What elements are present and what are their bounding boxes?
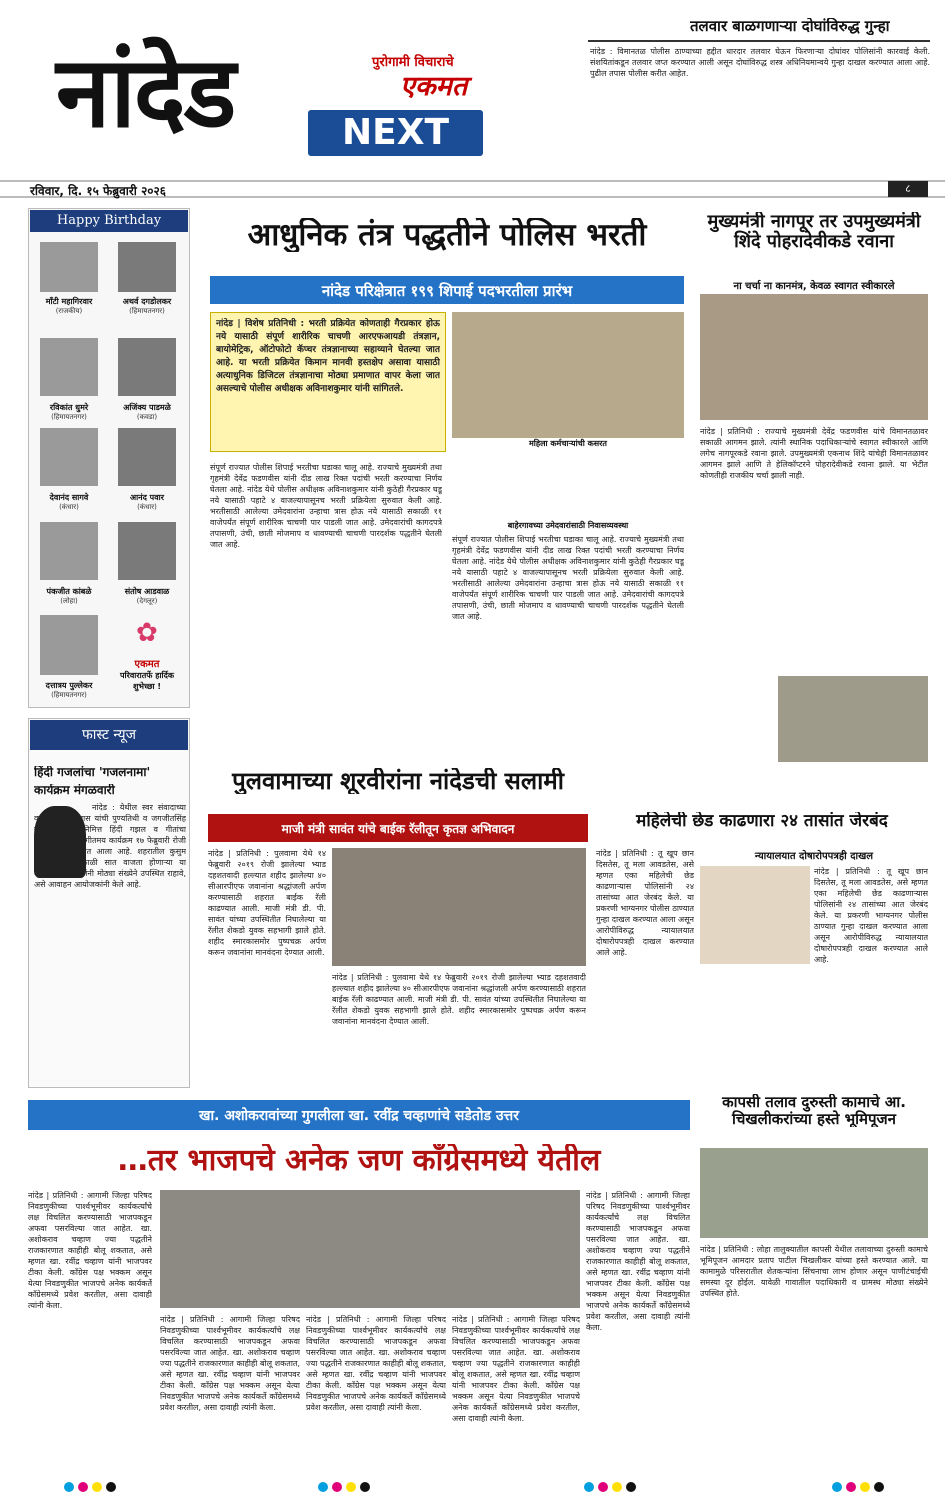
lead-sub-caption: बाहेरगावच्या उमेदवारांसाठी निवासव्यवस्था <box>507 521 629 530</box>
masthead-tagline: पुरोगामी विचाराचे <box>372 55 454 70</box>
congress-body-col1: नांदेड | प्रतिनिधी : आगामी जिल्हा परिषद निवडणुकीच्या पार्श्वभूमीवर कार्यकर्त्यांचे लक्ष विचलित करण्यासाठी भाजपकडून अफवा पसरविल्या जात आहेत. खा. अशोकराव चव्हाण ज्या पद्धतीने राजकारणात काहीही बोलू शकतात, असे म्हणत खा. रवींद्र चव्हाण यांनी भाजपवर टीका केली. काँग्रेस पक्ष भक्कम असून येत्या निवडणुकीत भाजपचे अनेक कार्यकर्ते काँग्रेसमध्ये प्रवेश करतील, असा दावाही त्यांनी केला. <box>28 1191 152 1310</box>
registration-dot <box>832 1482 842 1492</box>
congress-kicker: खा. अशोकरावांच्या गुगलीला खा. रवींद्र चव्हाणांचे सडेतोड उत्तर <box>199 1108 519 1124</box>
talav-headline: कापसी तलाव दुरुस्ती कामाचे आ. चिखलीकरांच्या हस्ते भूमिपूजन <box>722 1094 906 1127</box>
birthday-photo-2 <box>118 242 176 292</box>
birthday-greeting: परिवारातर्फे हार्दिक शुभेच्छा ! <box>119 671 175 691</box>
fast-news-headline-1: हिंदी गजलांचा 'गजलनामा' <box>34 766 151 779</box>
lead-body-col2: संपूर्ण राज्यात पोलीस शिपाई भरतीचा घडाका चालू आहे. राज्याचे मुख्यमंत्री तथा गृहमंत्री देवेंद्र फडणवीस यांनी दीड लाख रिक्त पदांची भरती करण्याचा निर्णय घेतला आहे. नांदेड येथे पोलीस अधीक्षक अविनाशकुमार यांनी कुठेही गैरप्रकार घडू नये यासाठी पहाटे ४ वाजल्यापासूनच भरती प्रक्रियेला सुरुवात केली आहे. भरतीसाठी आलेल्या उमेदवारांना उन्हाचा त्रास होऊ नये यासाठी सकाळी ११ वाजेपर्यंत संपूर्ण शारीरिक चाचणी पार पाडली जात आहे. उमेदवारांची कागदपत्रे तपासणी, उंची, छाती मोजमाप व धावण्याची चाचणी पारदर्शक पद्धतीने घेतली जात आहे. <box>452 535 684 621</box>
pulwama-body-col1: नांदेड | प्रतिनिधी : पुलवामा येथे १४ फेब्रुवारी २०१९ रोजी झालेल्या भ्याड दहशतवादी हल्ल्यात शहीद झालेल्या ४० सीआरपीएफ जवानांना श्रद्धांजली अर्पण करण्यासाठी शहरात बाईक रॅली काढण्यात आली. माजी मंत्री डी. पी. सावंत यांच्या उपस्थितीत निघालेल्या या रॅलीत शेकडो युवक सहभागी झाले होते. शहीद स्मारकासमोर पुष्पचक्र अर्पण करून जवानांना मानवंदना देण्यात आली. <box>208 849 326 957</box>
page-number: ८ <box>888 181 928 197</box>
birthday-role: (हिमायतनगर) <box>51 413 87 421</box>
birthday-role: (राजकीय) <box>55 307 83 315</box>
registration-dot <box>78 1482 88 1492</box>
birthday-role: (लोहा) <box>60 597 78 605</box>
birthday-role: (हिमायतनगर) <box>51 691 87 699</box>
top-story-body: नांदेड : विमानतळ पोलीस ठाण्याच्या हद्दीत धारदार तलवार घेऊन फिरणाऱ्या दोघांवर पोलिसांनी कारवाई केली. संशयितांकडून तलवार जप्त करण्यात आली असून दोघांविरुद्ध शस्त्र अधिनियमान्वये गुन्हा दाखल करण्यात आला आहे. पुढील तपास पोलीस करीत आहेत. <box>590 47 930 78</box>
pulwama-subhead: माजी मंत्री सावंत यांचे बाईक रॅलीतून कृतज्ञ अभिवादन <box>281 822 515 836</box>
cm-subhead: ना चर्चा ना कानमंत्र, केवळ स्वागत स्वीकारले <box>733 281 895 292</box>
birthday-photo-3 <box>40 338 98 396</box>
registration-dot <box>612 1482 622 1492</box>
masthead-brand: एकमत <box>400 71 468 102</box>
masthead-title: नांदेड <box>56 36 235 150</box>
birthday-role: (हिमायतनगर) <box>129 307 165 315</box>
registration-dot <box>846 1482 856 1492</box>
birthday-greeting-brand: एकमत <box>134 659 160 670</box>
congress-body-col4: नांदेड | प्रतिनिधी : आगामी जिल्हा परिषद निवडणुकीच्या पार्श्वभूमीवर कार्यकर्त्यांचे लक्ष विचलित करण्यासाठी भाजपकडून अफवा पसरविल्या जात आहेत. खा. अशोकराव चव्हाण ज्या पद्धतीने राजकारणात काहीही बोलू शकतात, असे म्हणत खा. रवींद्र चव्हाण यांनी भाजपवर टीका केली. काँग्रेस पक्ष भक्कम असून येत्या निवडणुकीत भाजपचे अनेक कार्यकर्ते काँग्रेसमध्ये प्रवेश करतील, असा दावाही त्यांनी केला. <box>452 1315 580 1423</box>
registration-dot <box>860 1482 870 1492</box>
cm-body: नांदेड | प्रतिनिधी : राज्याचे मुख्यमंत्री देवेंद्र फडणवीस यांचे विमानतळावर सकाळी आगमन झाले. त्यांनी स्थानिक पदाधिकाऱ्यांचे स्वागत स्वीकारले आणि लगेच नागपूरकडे रवाना झाले. उपमुख्यमंत्री एकनाथ शिंदे यांचेही विमानतळावर आगमन झाले आणि ते हेलिकॉप्टरने पोहरादेवीकडे रवाना झाले. या भेटीत कोणतीही राजकीय चर्चा झाली नाही. <box>700 427 928 480</box>
registration-marks <box>0 1482 945 1494</box>
birthday-name: अथर्व दगडोलकर <box>122 297 172 306</box>
birthday-photo-1 <box>40 242 98 292</box>
registration-dot <box>874 1482 884 1492</box>
birthday-name: आनंद पवार <box>130 493 164 502</box>
birthday-photo-8 <box>118 522 176 580</box>
birthday-name: अजिंक्य पाडमळे <box>123 403 171 412</box>
lead-intro: नांदेड | विशेष प्रतिनिधी : भरती प्रक्रियेत कोणताही गैरप्रकार होऊ नये यासाठी संपूर्ण शारीरिक चाचणी आरएफआयडी तंत्रज्ञान, बायोमेट्रिक, ऑटोफोटो कॅप्चर तंत्रज्ञानाच्या सहाय्याने घेतल्या जात आहे. या भरती प्रक्रियेत किमान मानवी हस्तक्षेप असावा यासाठी अत्याधुनिक डिजिटल तंत्रज्ञानाचा मोठ्या प्रमाणात वापर केला जात असल्याचे पोलीस अधीक्षक अविनाशकुमार यांनी सांगितले. <box>216 319 440 394</box>
fast-news-title: फास्ट न्यूज <box>30 720 188 750</box>
registration-dot <box>64 1482 74 1492</box>
cm-photo-2 <box>778 676 928 762</box>
lead-photo-ground <box>452 312 684 438</box>
molest-headline: महिलेची छेड काढणारा २४ तासांत जेरबंद <box>636 812 888 831</box>
birthday-role: (कंधार) <box>137 503 157 511</box>
talav-photo <box>700 1148 928 1238</box>
top-story-rule <box>588 40 930 42</box>
birthday-role: (देगलूर) <box>136 597 158 605</box>
birthday-name: रविकांत धुमरे <box>49 403 89 412</box>
congress-body-col3: नांदेड | प्रतिनिधी : आगामी जिल्हा परिषद निवडणुकीच्या पार्श्वभूमीवर कार्यकर्त्यांचे लक्ष विचलित करण्यासाठी भाजपकडून अफवा पसरविल्या जात आहेत. खा. अशोकराव चव्हाण ज्या पद्धतीने राजकारणात काहीही बोलू शकतात, असे म्हणत खा. रवींद्र चव्हाण यांनी भाजपवर टीका केली. काँग्रेस पक्ष भक्कम असून येत्या निवडणुकीत भाजपचे अनेक कार्यकर्ते काँग्रेसमध्ये प्रवेश करतील, असा दावाही त्यांनी केला. <box>306 1315 446 1412</box>
lead-body-col1: संपूर्ण राज्यात पोलीस शिपाई भरतीचा घडाका चालू आहे. राज्याचे मुख्यमंत्री तथा गृहमंत्री देवेंद्र फडणवीस यांनी दीड लाख रिक्त पदांची भरती करण्याचा निर्णय घेतला आहे. नांदेड येथे पोलीस अधीक्षक अविनाशकुमार यांनी कुठेही गैरप्रकार घडू नये यासाठी पहाटे ४ वाजल्यापासूनच भरती प्रक्रियेला सुरुवात केली आहे. भरतीसाठी आलेल्या उमेदवारांना उन्हाचा त्रास होऊ नये यासाठी सकाळी ११ वाजेपर्यंत संपूर्ण शारीरिक चाचणी पार पाडली जात आहे. उमेदवारांची कागदपत्रे तपासणी, उंची, छाती मोजमाप व धावण्याची चाचणी पारदर्शक पद्धतीने घेतली जात आहे. <box>210 463 442 549</box>
congress-photo <box>160 1190 580 1308</box>
birthday-name: पंकजीत कांबळे <box>46 587 92 596</box>
flower-icon: ✿ <box>136 618 158 648</box>
birthday-role: (कंधार) <box>59 503 79 511</box>
cm-headline: मुख्यमंत्री नागपूर तर उपमुख्यमंत्री शिंदे पोहरादेवीकडे रवाना <box>707 212 921 252</box>
birthday-photo-9 <box>40 615 98 675</box>
birthday-title: Happy Birthday <box>30 210 188 232</box>
registration-dot <box>584 1482 594 1492</box>
birthday-name: देवानंद सागवे <box>49 493 89 502</box>
lead-headline: आधुनिक तंत्र पद्धतीने पोलिस भरती <box>247 218 647 253</box>
birthday-role: (कवडा) <box>136 413 158 421</box>
masthead-next-badge: NEXT <box>308 110 483 156</box>
birthday-photo-7 <box>40 522 98 580</box>
birthday-name: दत्तात्रय पुल्लेकर <box>45 681 93 690</box>
lead-subhead: नांदेड परिक्षेत्रात १९९ शिपाई पदभरतीला प्रारंभ <box>321 282 573 300</box>
registration-dot <box>598 1482 608 1492</box>
birthday-photo-4 <box>118 338 176 396</box>
pulwama-body-col2: नांदेड | प्रतिनिधी : पुलवामा येथे १४ फेब्रुवारी २०१९ रोजी झालेल्या भ्याड दहशतवादी हल्ल्यात शहीद झालेल्या ४० सीआरपीएफ जवानांना श्रद्धांजली अर्पण करण्यासाठी शहरात बाईक रॅली काढण्यात आली. माजी मंत्री डी. पी. सावंत यांच्या उपस्थितीत निघालेल्या या रॅलीत शेकडो युवक सहभागी झाले होते. शहीद स्मारकासमोर पुष्पचक्र अर्पण करून जवानांना मानवंदना देण्यात आली. <box>332 973 586 1026</box>
fast-news-headline-2: कार्यक्रम मंगळवारी <box>34 784 115 797</box>
registration-dot <box>92 1482 102 1492</box>
birthday-name: संतोष आडवाळ <box>124 587 170 596</box>
date-line: रविवार, दि. १५ फेब्रुवारी २०२६ <box>30 184 167 198</box>
molest-subhead: न्यायालयात दोषारोपपत्रही दाखल <box>754 851 874 862</box>
registration-dot <box>626 1482 636 1492</box>
talav-body: नांदेड | प्रतिनिधी : लोहा तालुक्यातील कापसी येथील तलावाच्या दुरुस्ती कामाचे भूमिपूजन आमदार प्रताप पाटील चिखलीकर यांच्या हस्ते करण्यात आले. या कामामुळे परिसरातील शेतकऱ्यांना सिंचनाचा लाभ होणार असून पाणीटंचाईची समस्या दूर होईल. यावेळी गावातील पदाधिकारी व ग्रामस्थ मोठ्या संख्येने उपस्थित होते. <box>700 1245 928 1298</box>
congress-headline: …तर भाजपचे अनेक जण काँग्रेसमध्ये येतील <box>117 1144 601 1177</box>
registration-dot <box>360 1482 370 1492</box>
congress-body-col2: नांदेड | प्रतिनिधी : आगामी जिल्हा परिषद निवडणुकीच्या पार्श्वभूमीवर कार्यकर्त्यांचे लक्ष विचलित करण्यासाठी भाजपकडून अफवा पसरविल्या जात आहेत. खा. अशोकराव चव्हाण ज्या पद्धतीने राजकारणात काहीही बोलू शकतात, असे म्हणत खा. रवींद्र चव्हाण यांनी भाजपवर टीका केली. काँग्रेस पक्ष भक्कम असून येत्या निवडणुकीत भाजपचे अनेक कार्यकर्ते काँग्रेसमध्ये प्रवेश करतील, असा दावाही त्यांनी केला. <box>160 1315 300 1412</box>
registration-dot <box>318 1482 328 1492</box>
top-story-headline: तलवार बाळगणाऱ्या दोघांविरुद्ध गुन्हा <box>690 18 890 35</box>
registration-dot <box>346 1482 356 1492</box>
molest-illustration <box>700 866 810 964</box>
birthday-photo-5 <box>40 428 98 486</box>
registration-dot <box>106 1482 116 1492</box>
birthday-photo-6 <box>118 428 176 486</box>
molest-body-col2: नांदेड | प्रतिनिधी : तू खूप छान दिसतेस, तू मला आवडतेस, असे म्हणत एका महिलेची छेड काढणाऱ्यास पोलिसांनी २४ तासांच्या आत जेरबंद केले. या प्रकरणी भाग्यनगर पोलीस ठाण्यात गुन्हा दाखल करण्यात आला असून आरोपीविरुद्ध न्यायालयात दोषारोपपत्रही दाखल करण्यात आले आहे. <box>814 867 928 964</box>
pulwama-photo <box>332 848 586 966</box>
pulwama-headline: पुलवामाच्या शूरवीरांना नांदेडची सलामी <box>232 768 564 795</box>
cm-photo <box>700 294 928 420</box>
molest-body-col1: नांदेड | प्रतिनिधी : तू खूप छान दिसतेस, तू मला आवडतेस, असे म्हणत एका महिलेची छेड काढणाऱ्यास पोलिसांनी २४ तासांच्या आत जेरबंद केले. या प्रकरणी भाग्यनगर पोलीस ठाण्यात गुन्हा दाखल करण्यात आला असून आरोपीविरुद्ध न्यायालयात दोषारोपपत्रही दाखल करण्यात आले आहे. <box>596 849 694 957</box>
registration-dot <box>332 1482 342 1492</box>
fast-news-body: नांदेड : येथील स्वर संवादाच्या वतीने पंकज उधास यांची पुण्यतिथी व जगजीतसिंह यांच्या जयंती निमित्त हिंदी गझल व गीतांचा 'गजलनामा' हा संगीतमय कार्यक्रम १७ फेब्रुवारी रोजी आयोजित करण्यात आला आहे. शहरातील कुसुम सभागृहात सायंकाळी सात वाजता होणाऱ्या या कार्यक्रमास रसिकांनी मोठ्या संख्येने उपस्थित राहावे, असे आवाहन आयोजकांनी केले आहे. <box>34 803 186 889</box>
lead-photo-caption: महिला कर्मचाऱ्यांची कसरत <box>529 439 607 448</box>
congress-body-col5: नांदेड | प्रतिनिधी : आगामी जिल्हा परिषद निवडणुकीच्या पार्श्वभूमीवर कार्यकर्त्यांचे लक्ष विचलित करण्यासाठी भाजपकडून अफवा पसरविल्या जात आहेत. खा. अशोकराव चव्हाण ज्या पद्धतीने राजकारणात काहीही बोलू शकतात, असे म्हणत खा. रवींद्र चव्हाण यांनी भाजपवर टीका केली. काँग्रेस पक्ष भक्कम असून येत्या निवडणुकीत भाजपचे अनेक कार्यकर्ते काँग्रेसमध्ये प्रवेश करतील, असा दावाही त्यांनी केला. <box>586 1191 690 1332</box>
birthday-name: माँटी महागिरवार <box>45 297 93 306</box>
